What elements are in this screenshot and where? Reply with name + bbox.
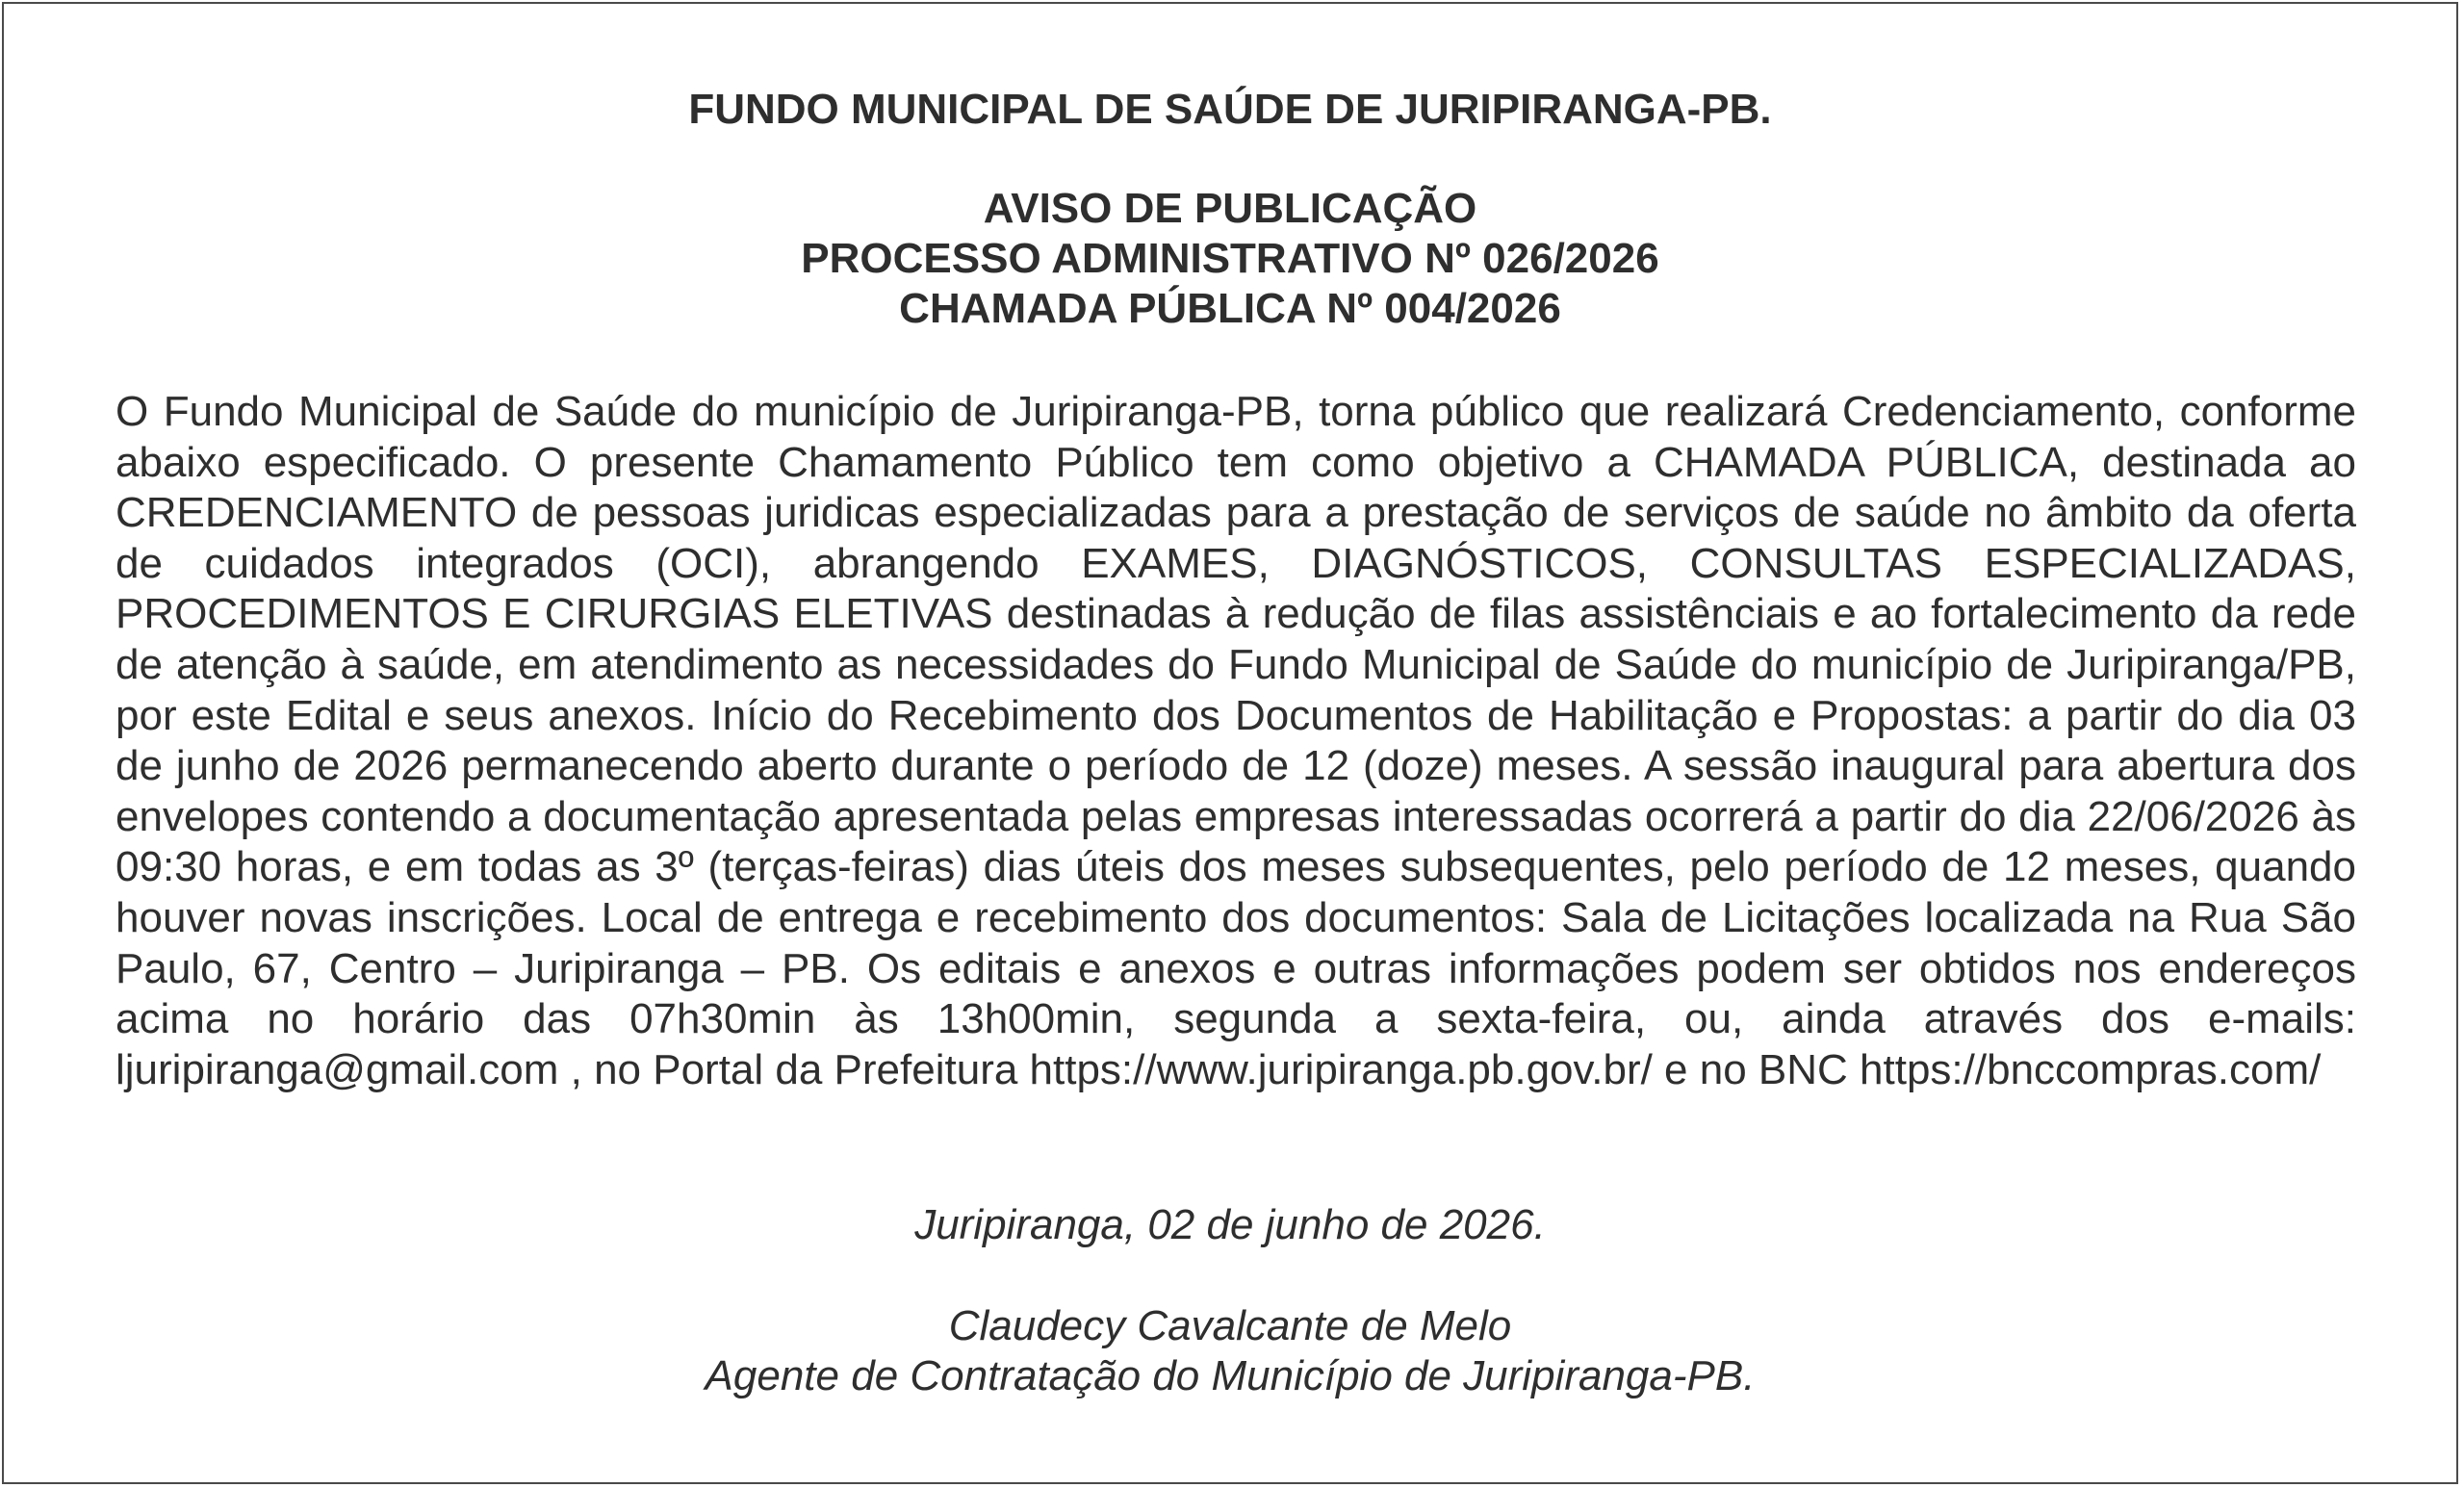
organization-heading: FUNDO MUNICIPAL DE SAÚDE DE JURIPIRANGA-PB. (688, 86, 1772, 133)
signature-block (4, 1301, 2456, 1401)
notice-body: O Fundo Municipal de Saúde do município de Juripiranga-PB, torna público que realizará Credenciamento, conforme abaixo especificado. O presente Chamamento Público tem como objetivo a CHAMADA PÚBLICA, destinada ao CREDENCIAMENTO de pessoas juridicas especializadas para a prestação de serviços de saúde no âmbito da oferta de cuidados integrados (OCI), abrangendo EXAMES, DIAGNÓSTICOS, CONSULTAS ESPECIALIZADAS, PROCEDIMENTOS E CIRURGIAS ELETIVAS destinadas à redução de filas assistênciais e ao fortalecimento da rede de atenção à saúde, em atendimento as necessidades do Fundo Municipal de Saúde do município de Juripiranga/PB, por este Edital e seus anexos. Início do Recebimento dos Documentos de Habilitação e Propostas: a partir do dia 03 de junho de 2026 permanecendo aberto durante o período de 12 (doze) meses. A sessão inaugural para abertura dos envelopes contendo a documentação apresentada pelas empresas interessadas ocorrerá a partir do dia 22/06/2026 às 09:30 horas, e em todas as 3º (terças-feiras) dias úteis dos meses subsequentes, pelo período de 12 meses, quando houver novas inscrições. Local de entrega e recebimento dos documentos: Sala de Licitações localizada na Rua São Paulo, 67, Centro – Juripiranga – PB. Os editais e anexos e outras informações podem ser obtidos nos endereços acima no horário das 07h30min às 13h00min, segunda a sexta-feira, ou, ainda através dos e-mails: ljuripiranga@gmail.com , no Portal da Prefeitura https://www.juripiranga.pb.gov.br/ e no BNC https://bnccompras.com/ (116, 388, 2356, 1093)
date-line: Juripiranga, 02 de junho de 2026. (914, 1201, 1546, 1248)
public-notice (2, 2, 2458, 1484)
process-number: PROCESSO ADMINISTRATIVO Nº 026/2026 (801, 235, 1659, 282)
notice-titles (4, 184, 2456, 334)
notice-title: AVISO DE PUBLICAÇÃO (983, 185, 1477, 232)
signatory-name: Claudecy Cavalcante de Melo (948, 1302, 1512, 1349)
public-call-number: CHAMADA PÚBLICA Nº 004/2026 (899, 285, 1561, 332)
signatory-role: Agente de Contratação do Município de Juripiranga-PB. (705, 1352, 1756, 1399)
